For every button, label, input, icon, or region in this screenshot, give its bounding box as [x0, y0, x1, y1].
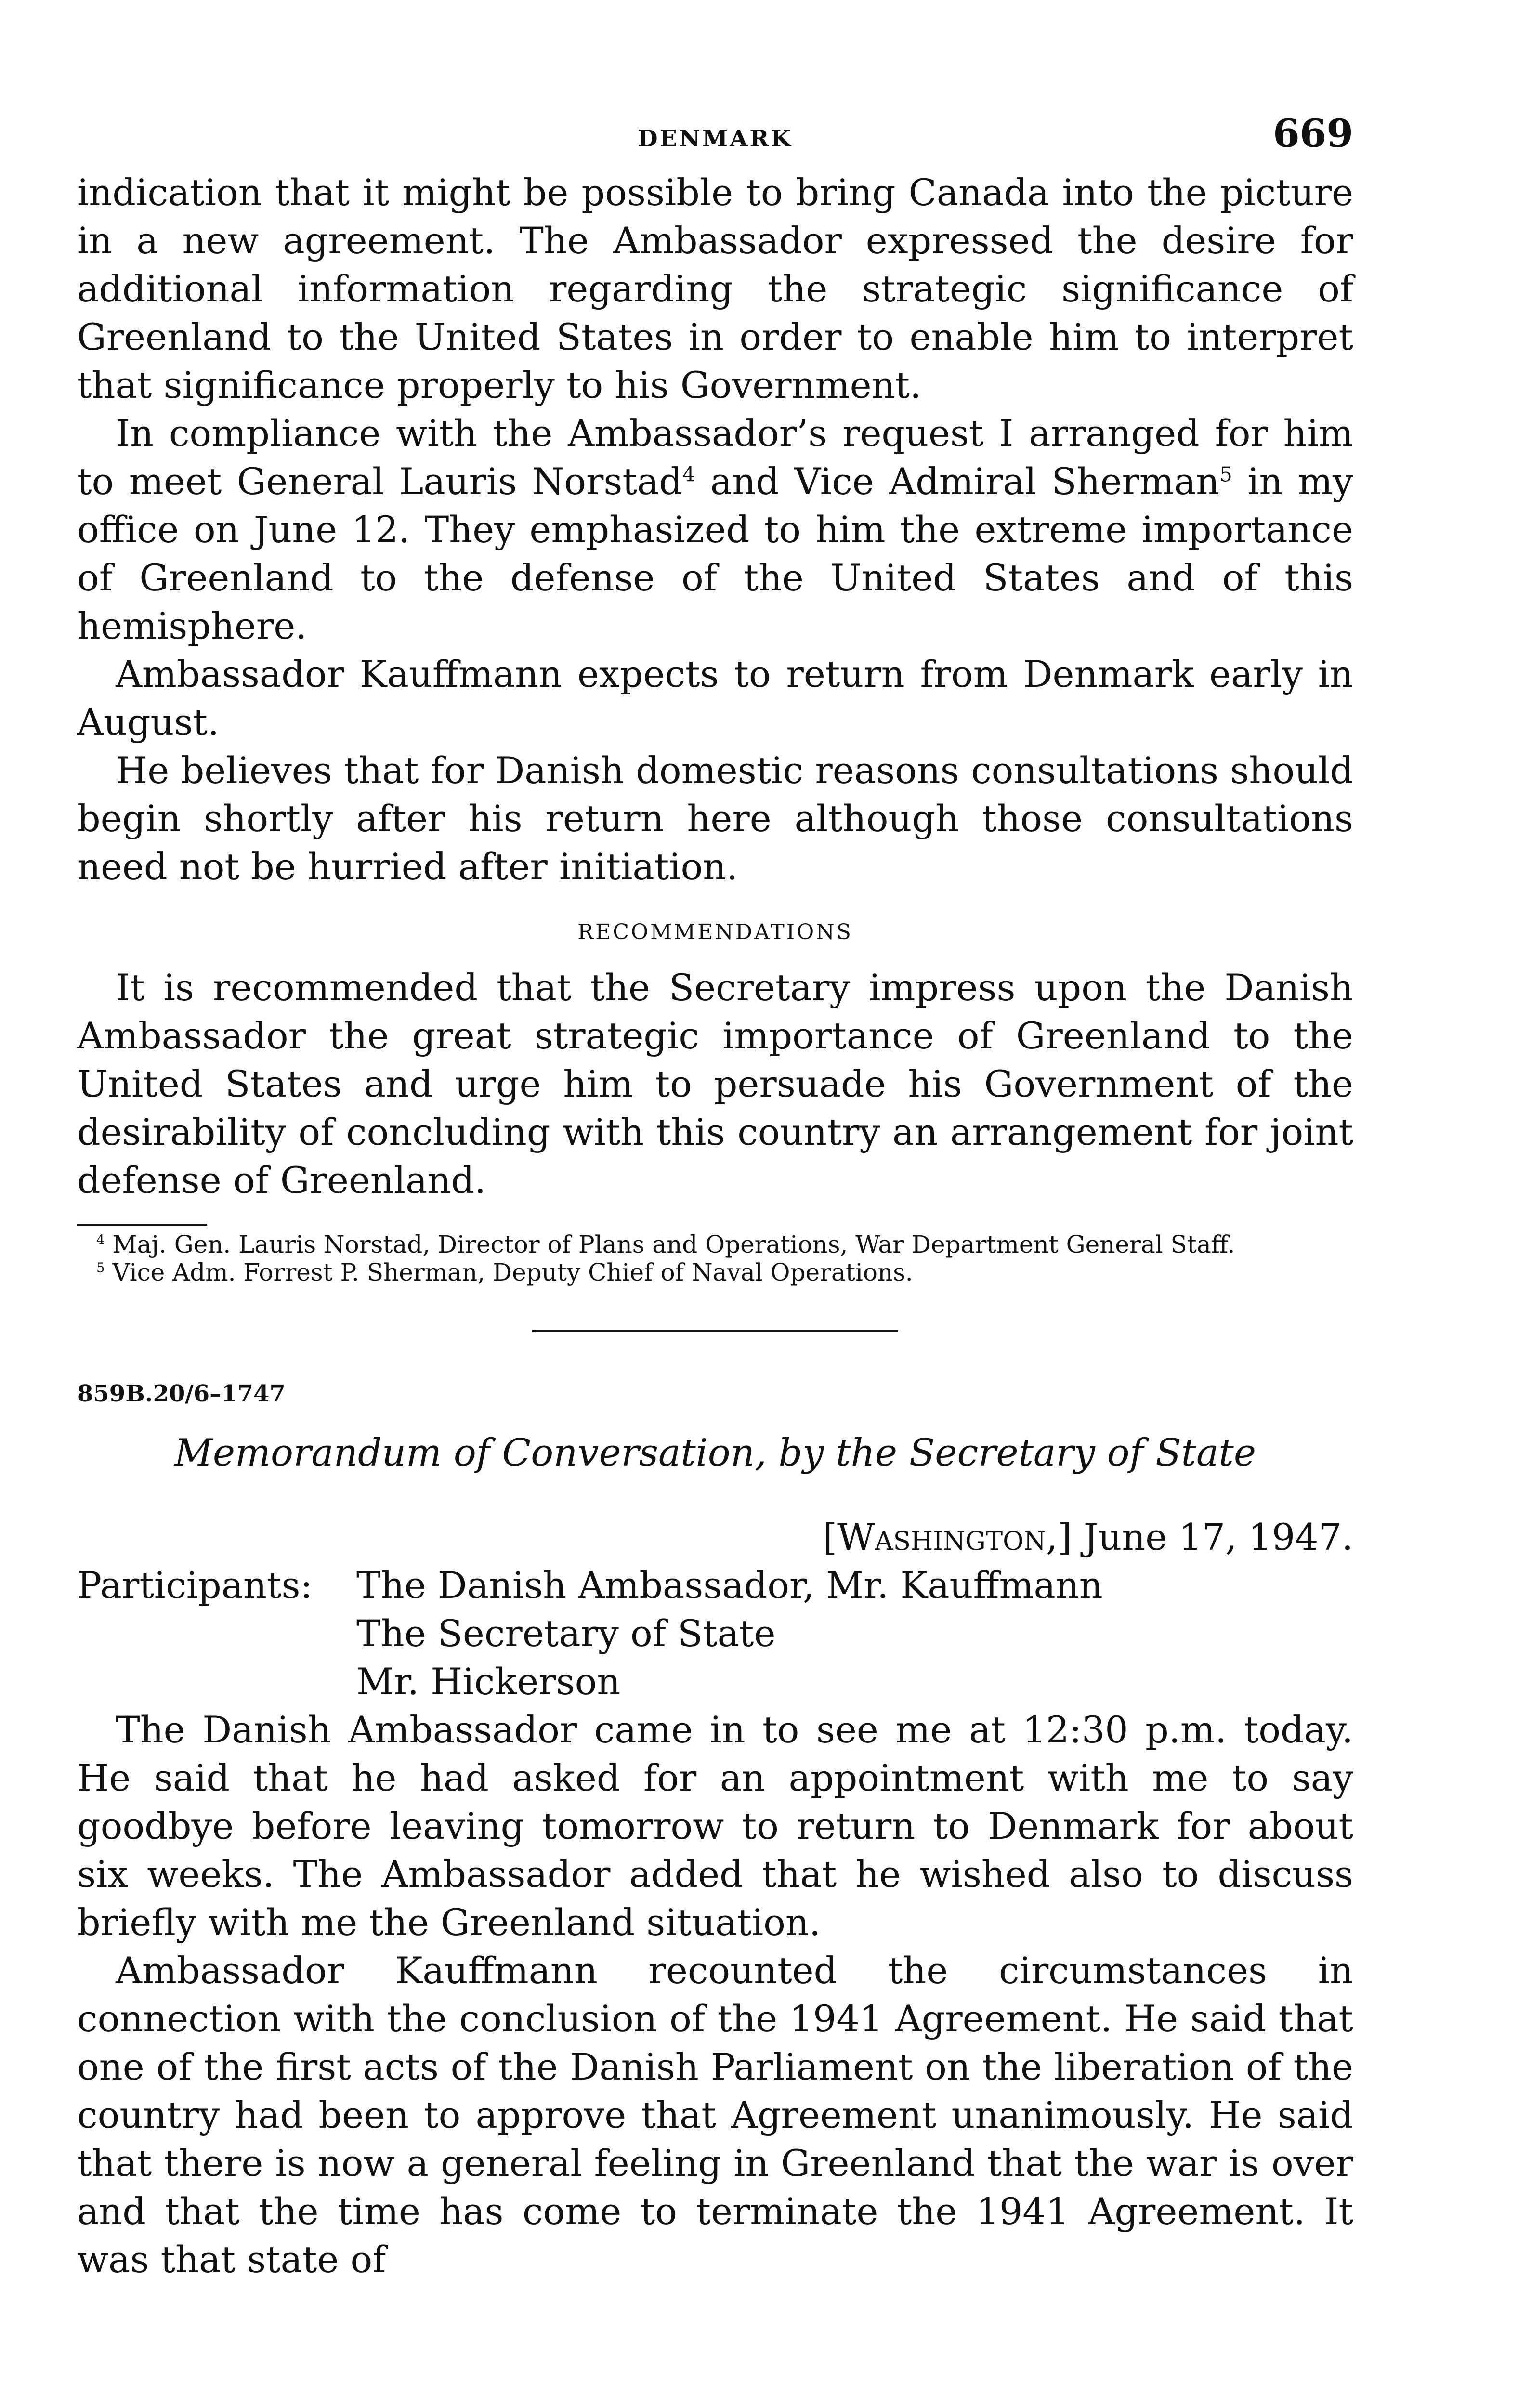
dateline-date: June 17, 1947.: [1083, 1516, 1353, 1558]
paragraph-consultations: He believes that for Danish domestic reasons consultations should begin shortly after his return here although those consultations need not be hurried after initiation.: [77, 749, 1353, 888]
participants-list: [356, 1561, 1353, 1706]
dateline: [77, 1513, 1353, 1561]
paragraph-text: In compliance with the Ambassador’s request I arranged for him to meet General Lauris Norstad: [77, 412, 1353, 503]
footnote-text: Vice Adm. Forrest P. Sherman, Deputy Chief of Naval Operations.: [112, 1258, 913, 1286]
dateline-place: [Washington,]: [823, 1516, 1072, 1558]
paragraph-return: Ambassador Kauffmann expects to return from Denmark early in August.: [77, 653, 1353, 744]
running-title: DENMARK: [637, 125, 793, 152]
recommendations-text: It is recommended that the Secretary impress upon the Danish Ambassador the great strategic importance of Greenland to the United States and urge him to persuade his Government of the desirability of concluding with this country an arrangement for joint defense of Greenland.: [77, 966, 1353, 1202]
recommendations-heading: RECOMMENDATIONS: [577, 920, 853, 944]
paragraph-text: and Vice Admiral Sherman: [695, 460, 1220, 503]
footnote-text: Maj. Gen. Lauris Norstad, Director of Plans and Operations, War Department General Staff.: [112, 1230, 1235, 1258]
running-head: [77, 111, 1353, 169]
file-number: 859B.20/6–1747: [77, 1380, 286, 1407]
paragraph-continued: indication that it might be possible to bring Canada into the picture in a new agreement. The Ambassador expressed the desire for additional information regarding the strategic significance of Greenland to the United States in order to enable him to interpret that significance properly to his Government.: [77, 171, 1353, 406]
paragraph-text: in my office on June 12. They emphasized to him the extreme importance of Greenland to the defense of the United States and of this hemisphere.: [77, 460, 1353, 647]
footnote-mark: 4: [96, 1232, 105, 1248]
section-divider: [532, 1330, 898, 1332]
paragraph-visit: The Danish Ambassador came in to see me at 12:30 p.m. today. He said that he had asked for an appointment with me to say goodbye before leaving tomorrow to return to Denmark for about six weeks. The Ambassador added that he wished also to discuss briefly with me the Greenland situation.: [77, 1708, 1353, 1944]
participants-label: Participants:: [77, 1564, 313, 1607]
page-number: 669: [1273, 111, 1353, 156]
footnote-ref: 5: [1219, 462, 1232, 486]
participant: The Secretary of State: [356, 1612, 776, 1655]
participants: [77, 1561, 1353, 1706]
paragraph-meeting: [77, 409, 1353, 650]
participant: Mr. Hickerson: [356, 1660, 621, 1703]
footnote-mark: 5: [96, 1260, 105, 1276]
footnote: [77, 1230, 1353, 1258]
participant: The Danish Ambassador, Mr. Kauffmann: [356, 1564, 1103, 1607]
paragraph-agreement: Ambassador Kauffmann recounted the circumstances in connection with the conclusion of the 1941 Agreement. He said that one of the first acts of the Danish Parliament on the liberation of the country had been to approve that Agreement unanimously. He said that there is now a general feeling in Greenland that the war is over and that the time has come to terminate the 1941 Agreement. It was that state of: [77, 1949, 1353, 2281]
footnote-ref: 4: [682, 462, 695, 486]
document-title: Memorandum of Conversation, by the Secretary of State: [174, 1431, 1256, 1475]
page: [77, 111, 1353, 2284]
footnote-divider: [77, 1224, 207, 1226]
footnote: [77, 1258, 1353, 1286]
